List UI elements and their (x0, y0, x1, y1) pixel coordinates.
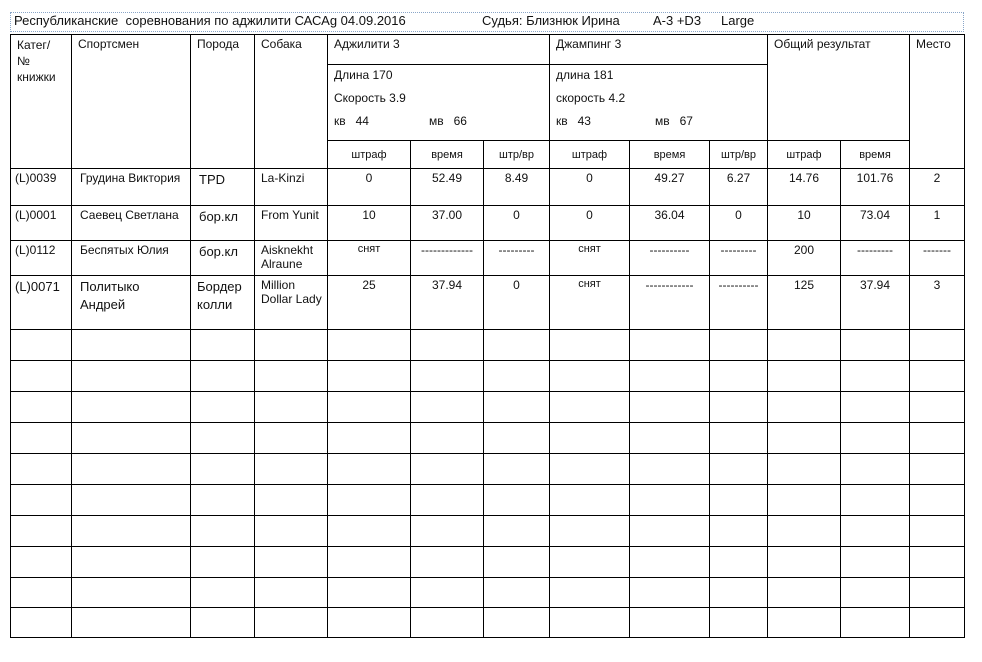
empty-row (11, 330, 965, 361)
col-header-agility: Аджилити 3 (328, 35, 550, 65)
table-row (11, 206, 965, 241)
cell-agility-time: 37.94 (411, 276, 484, 330)
cell-jumping-penalty: снят (550, 276, 630, 330)
cell-agility-time: 52.49 (411, 169, 484, 206)
cell-breed: бор.кл (191, 241, 255, 276)
cell-jumping-ratio: 0 (710, 206, 768, 241)
cell-dog: La-Kinzi (255, 169, 328, 206)
subheader-total-time: время (841, 141, 910, 169)
agility-times (328, 105, 549, 128)
cell-dog: Aisknekht Alraune (255, 241, 328, 276)
page-title: Республиканские соревнования по аджилити САСАg 04.09.2016 (14, 13, 406, 28)
cell-place: 3 (910, 276, 965, 330)
empty-row (11, 392, 965, 423)
cell-jumping-time: 36.04 (630, 206, 710, 241)
cell-place: 2 (910, 169, 965, 206)
size-category: Large (721, 13, 755, 28)
subheader-jumping-time: время (630, 141, 710, 169)
table-row (11, 241, 965, 276)
cell-place: ------- (910, 241, 965, 276)
cell-jumping-penalty: снят (550, 241, 630, 276)
agility-kv: кв 44 (334, 114, 369, 128)
cell-total-time: --------- (841, 241, 910, 276)
cell-category: (L)0071 (11, 276, 72, 330)
cell-dog: From Yunit (255, 206, 328, 241)
cell-dog: Million Dollar Lady (255, 276, 328, 330)
cell-athlete: Грудина Виктория (72, 169, 191, 206)
cell-agility-penalty: 10 (328, 206, 411, 241)
empty-row (11, 423, 965, 454)
jumping-course-info (550, 65, 768, 141)
subheader-agility-time: время (411, 141, 484, 169)
table-row (11, 276, 965, 330)
empty-row (11, 454, 965, 485)
cell-total-penalty: 125 (768, 276, 841, 330)
subheader-agility-ratio: штр/вр (484, 141, 550, 169)
empty-row (11, 485, 965, 516)
cell-category: (L)0001 (11, 206, 72, 241)
col-header-athlete: Спортсмен (72, 35, 191, 169)
cell-category: (L)0112 (11, 241, 72, 276)
cell-athlete: Политыко Андрей (72, 276, 191, 330)
cell-total-penalty: 10 (768, 206, 841, 241)
agility-length: Длина 170 (334, 68, 393, 82)
jumping-speed: скорость 4.2 (556, 91, 626, 105)
cell-jumping-ratio: ---------- (710, 276, 768, 330)
cell-agility-ratio: 8.49 (484, 169, 550, 206)
cell-agility-ratio: 0 (484, 206, 550, 241)
cell-agility-penalty: 0 (328, 169, 411, 206)
cell-breed: бор.кл (191, 206, 255, 241)
cell-jumping-ratio: --------- (710, 241, 768, 276)
table-row (11, 169, 965, 206)
col-header-place: Место (910, 35, 965, 169)
empty-row (11, 608, 965, 638)
judge-name: Судья: Близнюк Ирина (482, 13, 620, 28)
cell-jumping-time: ---------- (630, 241, 710, 276)
empty-row (11, 361, 965, 392)
cell-jumping-time: ------------ (630, 276, 710, 330)
results-table (10, 34, 965, 638)
subheader-agility-penalty: штраф (328, 141, 411, 169)
agility-mv: мв 66 (428, 114, 467, 128)
jumping-mv: мв 67 (654, 114, 693, 128)
cell-breed: Бордер колли (191, 276, 255, 330)
cell-agility-ratio: 0 (484, 276, 550, 330)
col-header-dog: Собака (255, 35, 328, 169)
empty-row (11, 516, 965, 547)
col-header-breed: Порода (191, 35, 255, 169)
cell-jumping-penalty: 0 (550, 169, 630, 206)
competition-class: А-3 +D3 (653, 13, 702, 28)
agility-course-info (328, 65, 550, 141)
cell-athlete: Саевец Светлана (72, 206, 191, 241)
col-header-total: Общий результат (768, 35, 910, 141)
cell-agility-ratio: --------- (484, 241, 550, 276)
jumping-times (550, 105, 767, 128)
cell-category: (L)0039 (11, 169, 72, 206)
agility-speed: Скорость 3.9 (334, 91, 406, 105)
cell-jumping-penalty: 0 (550, 206, 630, 241)
cell-athlete: Беспятых Юлия (72, 241, 191, 276)
cell-agility-time: ------------- (411, 241, 484, 276)
subheader-jumping-penalty: штраф (550, 141, 630, 169)
jumping-kv: кв 43 (556, 114, 591, 128)
cell-jumping-ratio: 6.27 (710, 169, 768, 206)
cell-total-penalty: 14.76 (768, 169, 841, 206)
cell-agility-penalty: 25 (328, 276, 411, 330)
cell-total-time: 101.76 (841, 169, 910, 206)
cell-place: 1 (910, 206, 965, 241)
cell-agility-time: 37.00 (411, 206, 484, 241)
col-header-jumping: Джампинг 3 (550, 35, 768, 65)
cell-total-time: 37.94 (841, 276, 910, 330)
cell-breed: TPD (191, 169, 255, 206)
jumping-length: длина 181 (556, 68, 614, 82)
subheader-total-penalty: штраф (768, 141, 841, 169)
cell-total-penalty: 200 (768, 241, 841, 276)
cell-total-time: 73.04 (841, 206, 910, 241)
subheader-jumping-ratio: штр/вр (710, 141, 768, 169)
empty-row (11, 578, 965, 608)
empty-row (11, 547, 965, 578)
col-header-category: Катег/ № книжки (11, 35, 72, 169)
cell-jumping-time: 49.27 (630, 169, 710, 206)
cell-agility-penalty: снят (328, 241, 411, 276)
